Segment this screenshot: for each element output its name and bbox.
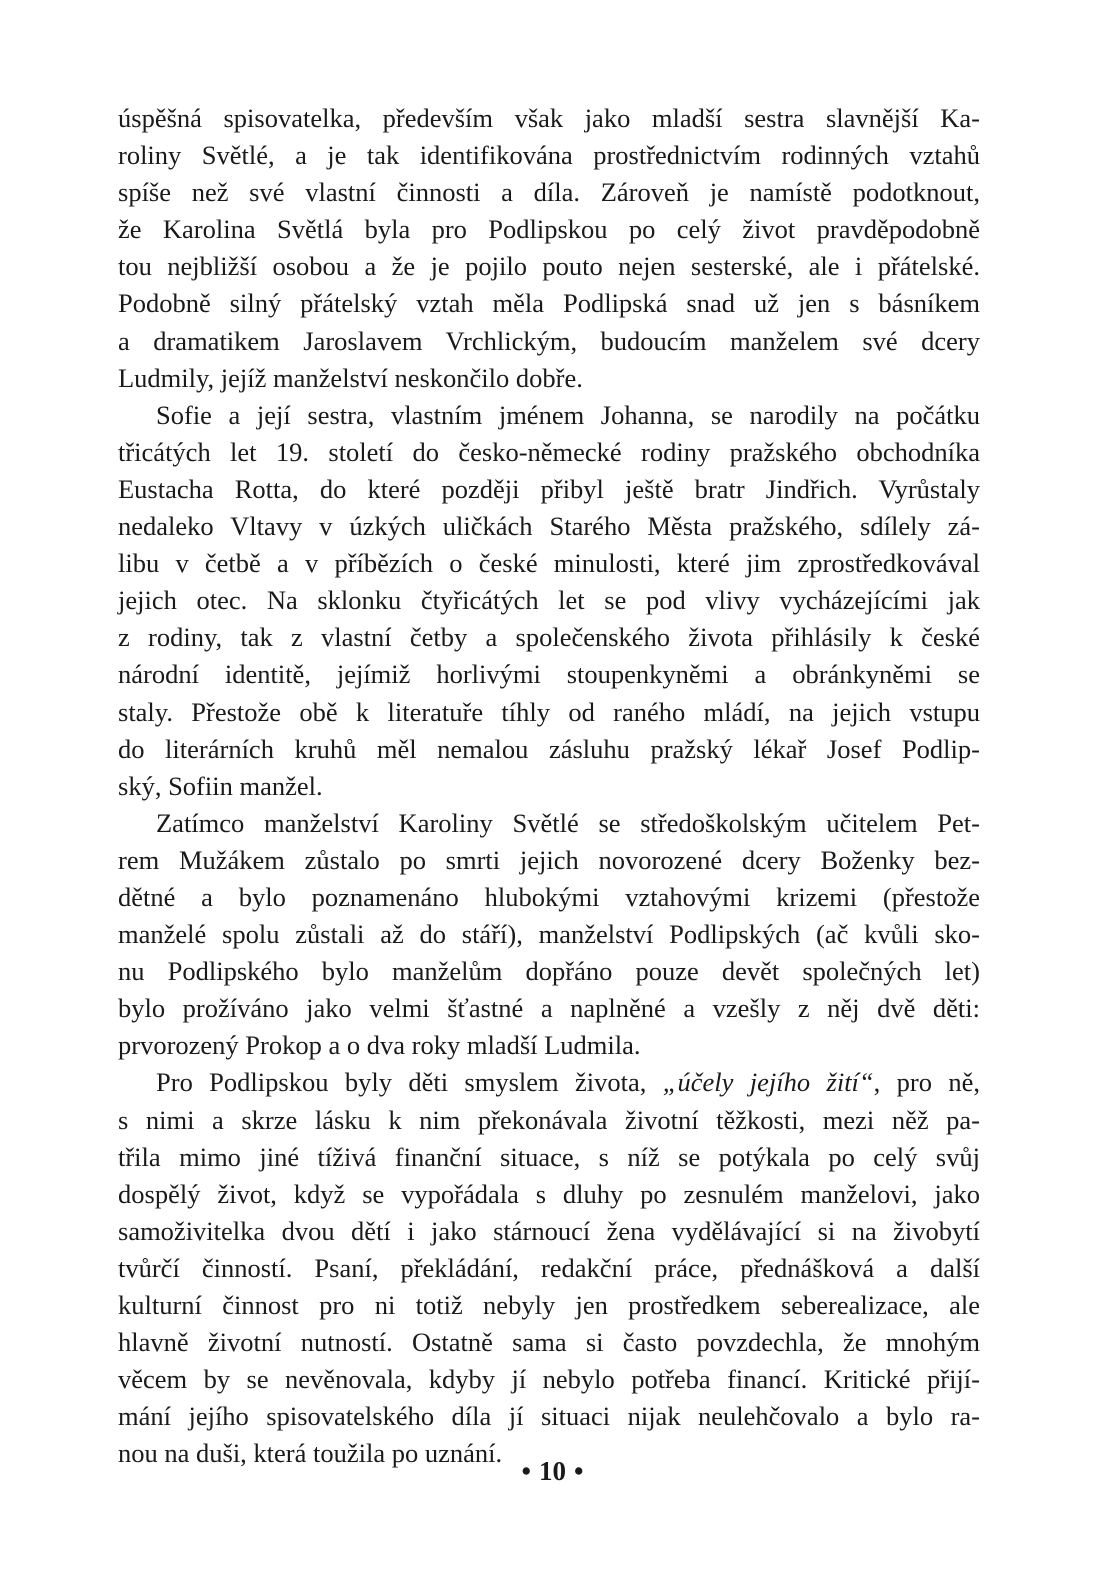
text-line: Zatímco manželství Karoliny Světlé se středoškolským učitelem Pet- [156, 807, 980, 838]
text-line: spíše než své vlastní činnosti a díla. Zároveň je namístě podotknout, [118, 177, 980, 208]
text-line: dětné a bylo poznamenáno hlubokými vztahovými krizemi (přestože [118, 881, 980, 912]
text-line: jejich otec. Na sklonku čtyřicátých let se pod vlivy vycházejícími jak [118, 585, 980, 616]
text-line: bylo prožíváno jako velmi šťastné a naplněné a vzešly z něj dvě děti: [118, 993, 980, 1024]
text-line: Sofie a její sestra, vlastním jménem Johanna, se narodily na počátku [156, 399, 980, 430]
paragraph-2 [118, 397, 980, 805]
text-line: s nimi a skrze lásku k nim překonávala životní těžkosti, mezi něž pa- [118, 1104, 980, 1135]
text-line: rem Mužákem zůstalo po smrti jejich novorozené dcery Boženky bez- [118, 844, 980, 875]
text-line: třicátých let 19. století do česko-německé rodiny pražského obchodníka [118, 436, 980, 467]
text-line: kulturní činnost pro ni totiž nebyly jen prostředkem seberealizace, ale [118, 1290, 980, 1320]
text-line: věcem by se nevěnovala, kdyby jí nebylo potřeba financí. Kritické přijí- [118, 1364, 980, 1395]
text-line: ský, Sofiin manžel. [118, 770, 323, 801]
text-line: tvůrčí činností. Psaní, překládání, redakční práce, přednášková a další [118, 1252, 980, 1283]
page-number-value: 10 [539, 1456, 566, 1486]
body-text [118, 100, 980, 1472]
text-line: tou nejbližší osobou a že je pojilo pouto nejen sesterské, ale i přátelské. [118, 251, 980, 282]
text-line: třila mimo jiné tíživá finanční situace, s níž se potýkala po celý svůj [118, 1141, 980, 1172]
text-line: mání jejího spisovatelského díla jí situaci nijak neulehčovalo a bylo ra- [118, 1401, 980, 1432]
text-line: samoživitelka dvou dětí i jako stárnoucí žena vydělávající si na živobytí [118, 1215, 980, 1246]
text-line: nu Podlipského bylo manželům dopřáno pouze devět společných let) [118, 956, 980, 987]
text-line: národní identitě, jejímiž horlivými stoupenkyněmi a obránkyněmi se [118, 659, 980, 690]
text-line: Ludmily, jejíž manželství neskončilo dobře. [118, 362, 583, 393]
text-line: Eustacha Rotta, do které později přibyl ještě bratr Jindřich. Vyrůstaly [118, 473, 980, 504]
text-line: prvorozený Prokop a o dva roky mladší Ludmila. [118, 1030, 641, 1061]
paragraph-1 [118, 100, 980, 397]
text-line: Podobně silný přátelský vztah měla Podlipská snad už jen s básníkem [118, 288, 980, 319]
text-line [118, 1064, 980, 1101]
text-line: že Karolina Světlá byla pro Podlipskou po celý život pravděpodobně [118, 214, 980, 245]
text-line: libu v četbě a v příbězích o české minulosti, které jim zprostředkovával [118, 548, 980, 579]
text-line: do literárních kruhů měl nemalou zásluhu pražský lékař Josef Podlip- [118, 733, 980, 764]
paragraph-4 [118, 1064, 980, 1472]
bullet-icon: • [574, 1456, 584, 1486]
text-line: nou na duši, která toužila po uznání. [118, 1438, 503, 1469]
text-line: úspěšná spisovatelka, především však jako mladší sestra slavnější Ka- [118, 103, 980, 133]
text-segment: Pro Podlipskou byly děti smyslem života, [156, 1067, 663, 1098]
text-line: staly. Přestože obě k literatuře tíhly od raného mládí, na jejich vstupu [118, 696, 980, 727]
page-number [0, 1456, 1105, 1487]
text-line: hlavně životní nutností. Ostatně sama si často povzdechla, že mnohým [118, 1327, 980, 1358]
paragraph-3 [118, 805, 980, 1065]
text-line: manželé spolu zůstali až do stáří), manželství Podlipských (ač kvůli sko- [118, 919, 980, 950]
italic-quote: „účely jejího žití“ [662, 1067, 874, 1098]
text-segment: , pro ně, [873, 1067, 980, 1098]
text-line: roliny Světlé, a je tak identifikována prostřednictvím rodinných vztahů [118, 140, 980, 171]
text-line: nedaleko Vltavy v úzkých uličkách Starého Města pražského, sdílely zá- [118, 511, 980, 542]
text-line: z rodiny, tak z vlastní četby a společenského života přihlásily k české [118, 622, 980, 653]
bullet-icon: • [521, 1456, 531, 1486]
text-line: a dramatikem Jaroslavem Vrchlickým, budoucím manželem své dcery [118, 325, 980, 356]
text-line: dospělý život, když se vypořádala s dluhy po zesnulém manželovi, jako [118, 1178, 980, 1209]
